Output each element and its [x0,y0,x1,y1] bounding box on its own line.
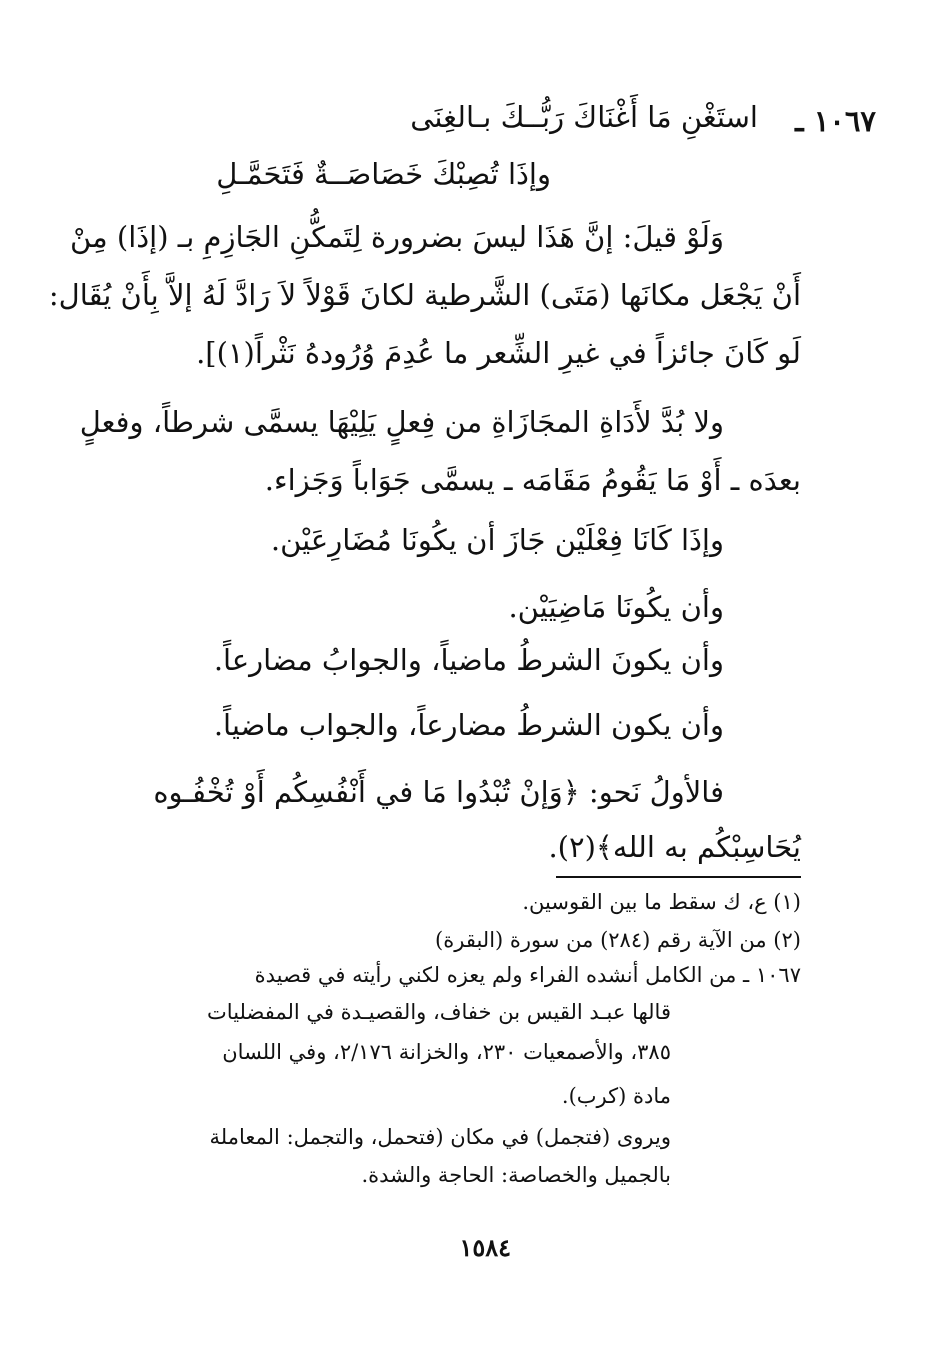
paragraph-2-line-1: ولا بُدَّ لأَدَاةِ المجَازَاةِ من فِعلٍ يَلِيْهَا يسمَّى شرطاً، وفعلٍ [79,405,724,439]
paragraph-2-line-2: بعدَه ـ أَوْ مَا يَقُومُ مَقَامَه ـ يسمَّى جَوَاباً وَجَزاء. [264,463,801,497]
page-number: ١٥٨٤ [459,1233,511,1262]
paragraph-5: وأن يكونَ الشرطُ ماضياً، والجوابُ مضارعاً. [213,643,724,677]
footnote-3-line-4: مادة (كرب). [561,1084,671,1108]
verse-hemistich-1: استَغْنِ مَا أَغْنَاكَ رَبُّــكَ بـالغِنَى [410,100,758,134]
footnote-3-line-3: ٣٨٥، والأصمعيات ٢٣٠، والخزانة ٢/١٧٦، وفي اللسان [222,1040,671,1064]
paragraph-7-line-1: فالأولُ نَحو: ﴿وَإنْ تُبْدُوا مَا في أَنْفُسِكُم أَوْ تُخْفُـوه [153,775,724,809]
verse-number: ١٠٦٧ ـ [795,104,876,138]
paragraph-1-line-1: وَلَوْ قيلَ: إنَّ هَذَا ليسَ بضرورة لِتَمكُّنِ الجَازِمِ بـ (إذَا) مِنْ [70,220,724,254]
paragraph-1-line-3: لَو كَانَ جائزاً في غيرِ الشِّعر ما عُدِمَ وُرُودهُ نَثْراً(١)]. [196,336,801,370]
verse-hemistich-2: وإذَا تُصِبْكَ خَصَاصَــةٌ فَتَحَمَّـلِ [216,157,551,191]
footnote-3-line-1: ١٠٦٧ ـ من الكامل أنشده الفراء ولم يعزه لكني رأيته في قصيدة [254,963,801,987]
footnote-2: (٢) من الآية رقم (٢٨٤) من سورة (البقرة) [435,928,801,952]
paragraph-7-line-2: يُحَاسِبْكُم به الله﴾(٢). [548,830,801,864]
footnote-1: (١) ع، ك سقط ما بين القوسين. [522,890,801,914]
footnote-4-line-1: ويروى (فتجمل) في مكان (فتحمل، والتجمل: المعاملة [209,1125,671,1149]
footnote-separator [556,876,801,878]
paragraph-4: وأن يكُونَا مَاضِيَيْن. [508,590,724,624]
paragraph-1-line-2: أَنْ يَجْعَل مكانَها (مَتَى) الشَّرطية لكانَ قَوْلاً لاَ رَادَّ لَهُ إلاَّ بِأَنْ يُقَال: [48,278,801,312]
paragraph-6: وأن يكون الشرطُ مضارعاً، والجواب ماضياً. [213,708,724,742]
footnote-3-line-2: قالها عبـد القيس بن خفاف، والقصيـدة في المفضليات [207,1000,671,1024]
paragraph-3: وإذَا كَانَا فِعْلَيْن جَازَ أن يكُونَا مُضَارِعَيْن. [270,523,724,557]
footnote-4-line-2: بالجميل والخصاصة: الحاجة والشدة. [361,1163,671,1187]
